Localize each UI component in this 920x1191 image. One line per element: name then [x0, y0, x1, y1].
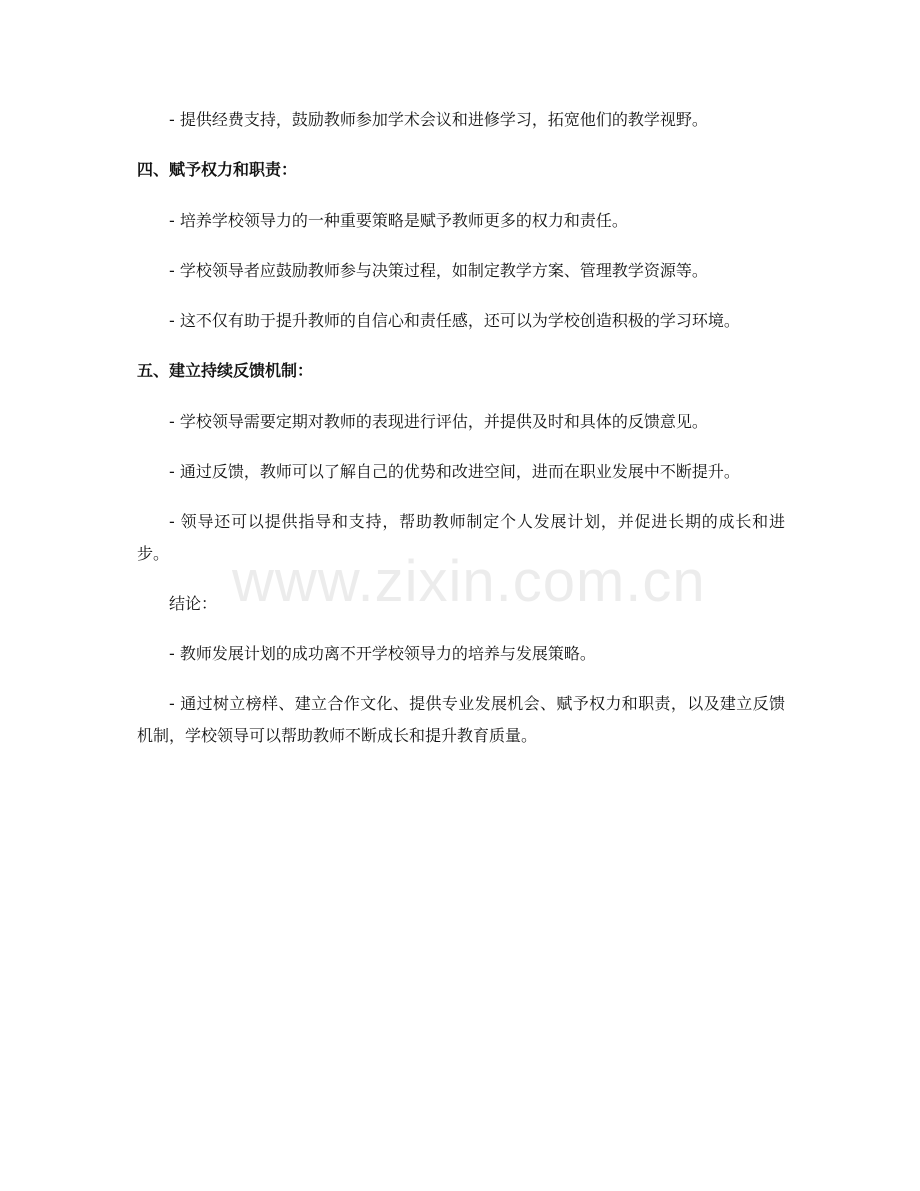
paragraph-regular-evaluation: - 学校领导需要定期对教师的表现进行评估，并提供及时和具体的反馈意见。: [169, 412, 708, 431]
conclusion-label: 结论：: [169, 594, 218, 613]
section-heading-feedback: 五、建立持续反馈机制：: [137, 361, 314, 380]
document-body: [137, 104, 785, 770]
paragraph-decision-participation: - 学校领导者应鼓励教师参与决策过程，如制定教学方案、管理教学资源等。: [169, 261, 708, 280]
section-heading-empowerment: 四、赋予权力和职责：: [137, 160, 298, 179]
paragraph-confidence-environment: - 这不仅有助于提升教师的自信心和责任感，还可以为学校创造积极的学习环境。: [169, 311, 740, 330]
paragraph-conclusion-summary: - 教师发展计划的成功离不开学校领导力的培养与发展策略。: [169, 644, 596, 663]
watermark-text: www.zixin.com.cn: [232, 549, 706, 614]
paragraph-feedback-growth: - 通过反馈，教师可以了解自己的优势和改进空间，进而在职业发展中不断提升。: [169, 462, 740, 481]
paragraph-empowerment-strategy: - 培养学校领导力的一种重要策略是赋予教师更多的权力和责任。: [169, 211, 628, 230]
paragraph-conclusion-detail: - 通过树立榜样、建立合作文化、提供专业发展机会、赋予权力和职责，以及建立反馈机制，学校领导可以帮助教师不断成长和提升教育质量。: [137, 694, 785, 745]
paragraph-funding-support: - 提供经费支持，鼓励教师参加学术会议和进修学习，拓宽他们的教学视野。: [169, 110, 708, 129]
paragraph-guidance-support: - 领导还可以提供指导和支持，帮助教师制定个人发展计划，并促进长期的成长和进步。: [137, 512, 785, 563]
